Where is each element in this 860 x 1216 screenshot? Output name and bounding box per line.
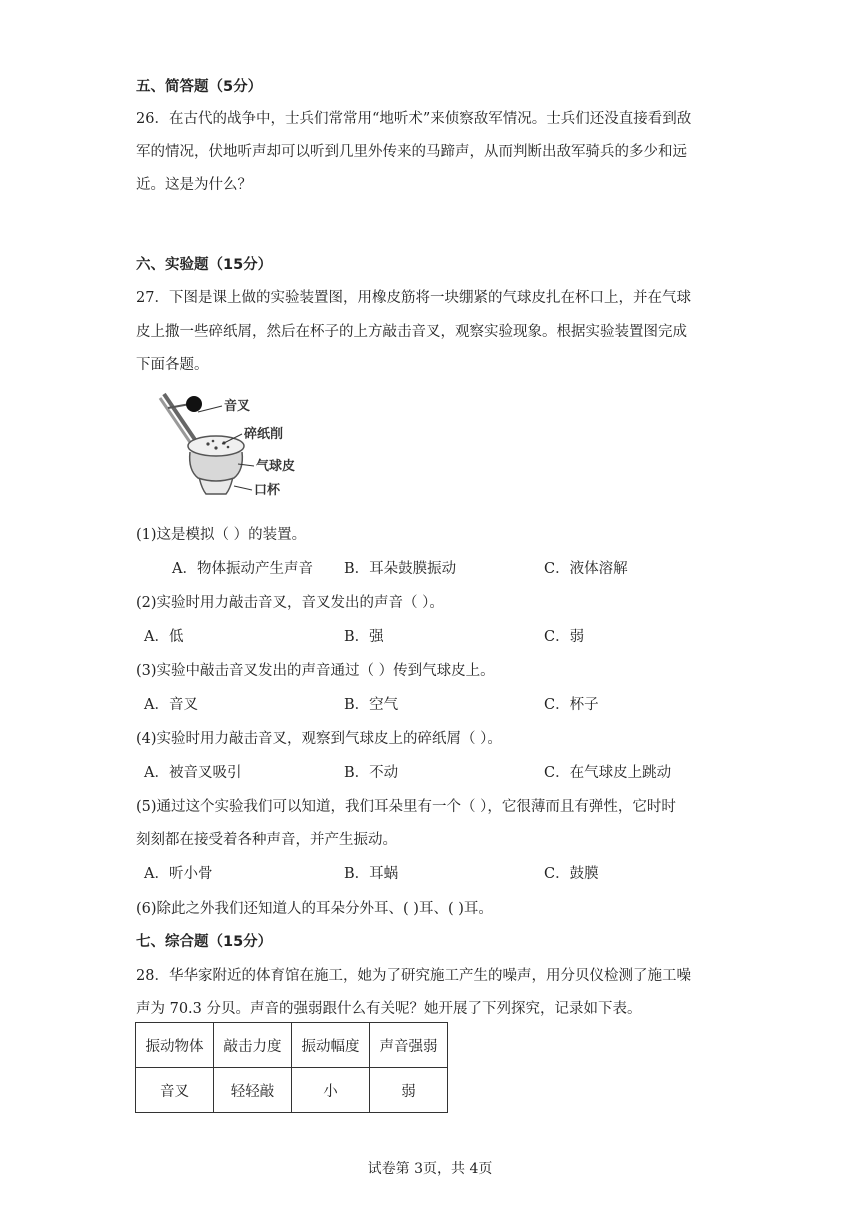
q27-sub1-option-a[interactable]: A．物体振动产生声音 — [172, 561, 313, 577]
page-footer: 试卷第 3页，共 4页 — [367, 1161, 493, 1177]
q28-line1: 28．华华家附近的体育馆在施工，她为了研究施工产生的噪声，用分贝仪检测了施工噪 — [136, 968, 691, 984]
record-table — [135, 1022, 448, 1113]
q27-sub2-option-c[interactable]: C．弱 — [544, 629, 585, 645]
q27-sub1-option-b[interactable]: B．耳朵鼓膜振动 — [344, 561, 457, 577]
q27-line1: 27．下图是课上做的实验装置图，用橡皮筋将一块绷紧的气球皮扎在杯口上，并在气球 — [136, 290, 691, 306]
q27-sub5-option-c[interactable]: C．鼓膜 — [544, 866, 599, 882]
q27-sub4-stem: (4)实验时用力敲击音叉，观察到气球皮上的碎纸屑（ ）。 — [136, 731, 502, 747]
table-cell: 弱 — [370, 1068, 448, 1113]
label-paper-scraps: 碎纸削 — [244, 427, 284, 442]
q27-sub2-option-a[interactable]: A．低 — [144, 629, 184, 645]
q27-line3: 下面各题。 — [136, 357, 209, 373]
q27-sub5-line2: 刻刻都在接受着各种声音，并产生振动。 — [136, 832, 397, 848]
q27-sub1-option-c[interactable]: C．液体溶解 — [544, 561, 628, 577]
q27-sub4-option-c[interactable]: C．在气球皮上跳动 — [544, 765, 672, 781]
q27-sub4-option-a[interactable]: A．被音叉吸引 — [144, 765, 242, 781]
q27-sub5-line1: (5)通过这个实验我们可以知道，我们耳朵里有一个（ ），它很薄而且有弹性，它时时 — [136, 799, 676, 815]
q28-line2: 声为 70.3 分贝。声音的强弱跟什么有关呢？她开展了下列探究，记录如下表。 — [136, 1001, 642, 1017]
q27-sub3-option-a[interactable]: A．音叉 — [144, 697, 198, 713]
table-header-cell: 敲击力度 — [214, 1023, 292, 1068]
table-cell: 轻轻敲 — [214, 1068, 292, 1113]
table-header-row — [136, 1023, 448, 1068]
table-cell: 小 — [292, 1068, 370, 1113]
q27-sub5-option-a[interactable]: A．听小骨 — [144, 866, 213, 882]
q27-sub2-stem: (2)实验时用力敲击音叉，音叉发出的声音（ ）。 — [136, 595, 444, 611]
table-header-cell: 声音强弱 — [370, 1023, 448, 1068]
q27-sub3-option-c[interactable]: C．杯子 — [544, 697, 599, 713]
q27-sub6-stem: (6)除此之外我们还知道人的耳朵分外耳、( )耳、( )耳。 — [136, 901, 493, 917]
q27-line2: 皮上撒一些碎纸屑，然后在杯子的上方敲击音叉，观察实验现象。根据实验装置图完成 — [136, 324, 687, 340]
table-row — [136, 1068, 448, 1113]
q27-sub2-option-b[interactable]: B．强 — [344, 629, 384, 645]
table-header-cell: 振动幅度 — [292, 1023, 370, 1068]
label-balloon-skin: 气球皮 — [256, 459, 296, 474]
section-6-title: 六、实验题（15分） — [136, 257, 273, 273]
q27-sub3-option-b[interactable]: B．空气 — [344, 697, 399, 713]
q27-sub4-option-b[interactable]: B．不动 — [344, 765, 399, 781]
table-cell: 音叉 — [136, 1068, 214, 1113]
table-header-cell: 振动物体 — [136, 1023, 214, 1068]
label-cup: 口杯 — [254, 483, 281, 498]
q27-sub3-stem: (3)实验中敲击音叉发出的声音通过（ ）传到气球皮上。 — [136, 663, 495, 679]
experiment-apparatus-figure — [158, 386, 318, 504]
label-tuning-fork: 音叉 — [224, 399, 251, 414]
section-5-title: 五、简答题（5分） — [136, 79, 263, 95]
section-7-title: 七、综合题（15分） — [136, 934, 273, 950]
q27-sub1-stem: (1)这是模拟（ ）的装置。 — [136, 527, 307, 543]
q26-line2: 军的情况，伏地听声却可以听到几里外传来的马蹄声，从而判断出敌军骑兵的多少和远 — [136, 144, 687, 160]
q26-line3: 近。这是为什么？ — [136, 177, 252, 193]
q27-sub5-option-b[interactable]: B．耳蜗 — [344, 866, 399, 882]
q26-line1: 26．在古代的战争中，士兵们常常用“地听术”来侦察敌军情况。士兵们还没直接看到敌 — [136, 111, 692, 127]
